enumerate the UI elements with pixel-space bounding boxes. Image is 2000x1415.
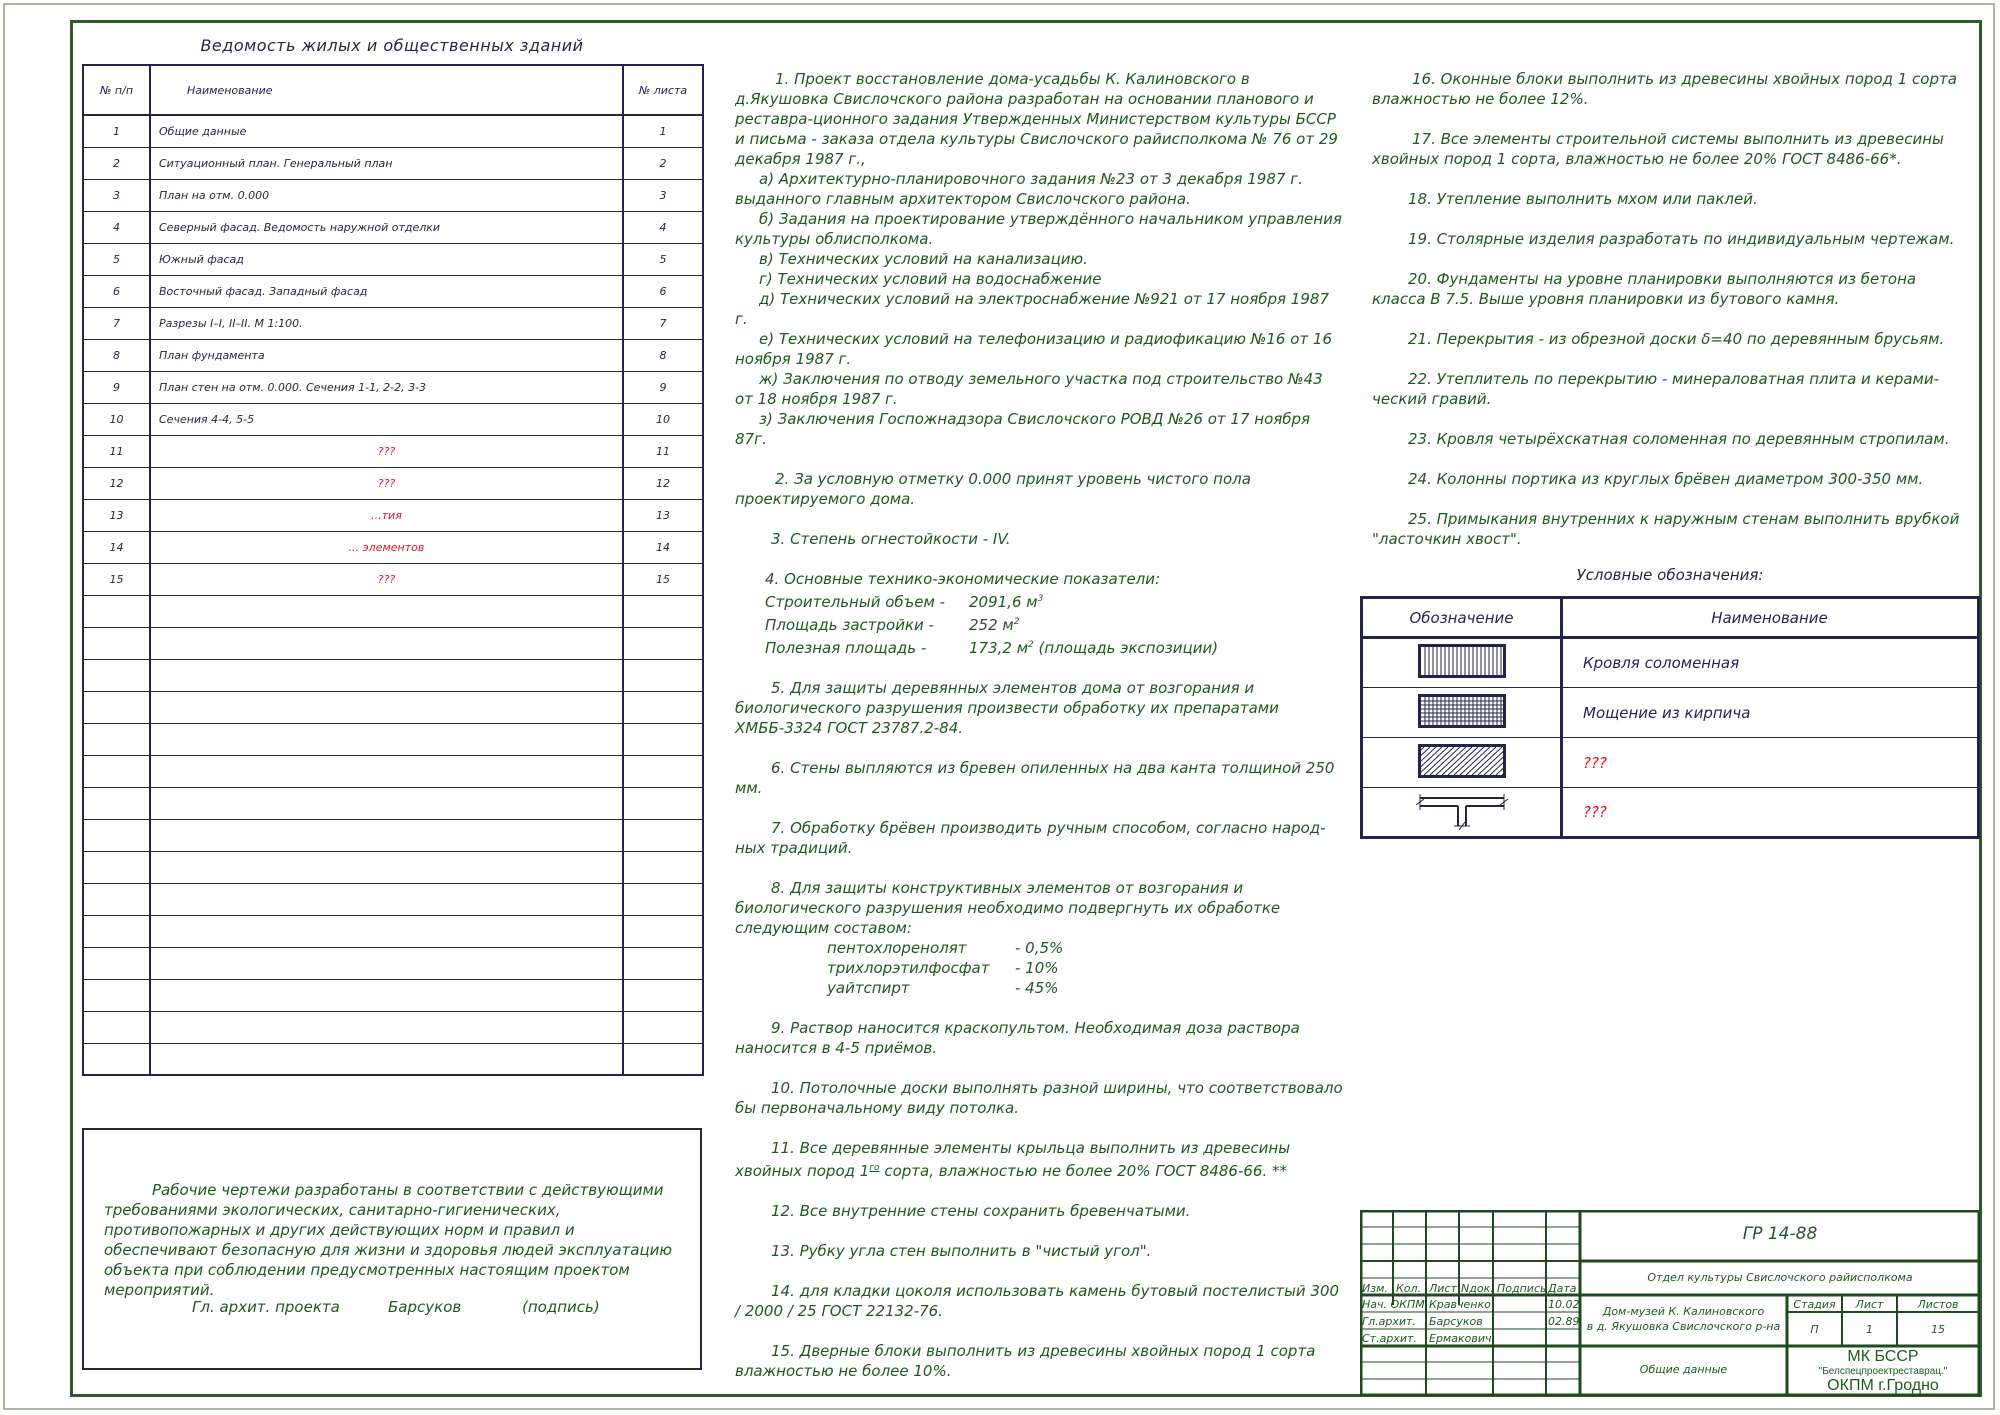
sheet-value: 1: [1866, 1323, 1873, 1336]
sheets-table-title: Ведомость жилых и общественных зданий: [200, 36, 584, 55]
indicator-unit-power: 2: [1013, 617, 1020, 627]
empty-table-row: [83, 659, 703, 691]
row-sheet: 8: [623, 339, 703, 371]
table-row: [83, 499, 703, 531]
row-num: 2: [83, 147, 150, 179]
row-num: 7: [83, 307, 150, 339]
staff-role: Ст.архит.: [1362, 1332, 1417, 1345]
staff-name: Кравченко: [1429, 1298, 1491, 1311]
legend-table: [1360, 596, 1980, 839]
row-sheet: 3: [623, 179, 703, 211]
row-name: Общие данные: [150, 115, 623, 147]
empty-table-row: [83, 979, 703, 1011]
note-2: 2. За условную отметку 0.000 принят уровень чистого пола проектируемого дома.: [735, 470, 1251, 508]
legend-name: Мощение из кирпича: [1562, 688, 1979, 738]
table-row: [83, 211, 703, 243]
component-share: - 45%: [1015, 979, 1059, 997]
indicator-row: [735, 589, 1345, 612]
component-name: трихлорэтилфосфат: [827, 959, 990, 977]
row-num: 10: [83, 403, 150, 435]
table-row: [83, 179, 703, 211]
legend-row: [1362, 738, 1979, 788]
row-name: План стен на отм. 0.000. Сечения 1-1, 2-2, 3-3: [150, 371, 623, 403]
empty-table-row: [83, 915, 703, 947]
header-name: Наименование: [150, 65, 623, 115]
client-name: Отдел культуры Свислочского райисполкома: [1647, 1271, 1913, 1284]
indicator-value: 252 м: [969, 616, 1014, 634]
staff-role: Нач. ОКПМ: [1362, 1298, 1425, 1311]
signer-role: Гл. архит. проекта: [192, 1298, 340, 1316]
legend-header: [1362, 598, 1979, 638]
table-row: [83, 339, 703, 371]
legend-title: Условные обозначения:: [1576, 566, 1764, 584]
legend-name: ???: [1562, 788, 1979, 838]
row-num: 11: [83, 435, 150, 467]
staff-date: 02.89: [1548, 1315, 1580, 1328]
row-name: Разрезы I–I, II–II. М 1:100.: [150, 307, 623, 339]
empty-table-row: [83, 851, 703, 883]
note-17: 17. Все элементы строительной системы выполнить из древесины хвойных пород 1 сорта, влажностью не более 20% ГОСТ 8486-66*.: [1372, 130, 1944, 168]
indicator-value: 173,2 м: [969, 639, 1029, 657]
empty-table-row: [83, 595, 703, 627]
staff-name: Ермакович: [1429, 1332, 1492, 1345]
sheets-value: 15: [1931, 1323, 1945, 1336]
note-8-text: 8. Для защиты конструктивных элементов от возгорания и биологического разрушения необходимо подвергнуть их обработке следующим составом:: [735, 879, 1281, 937]
row-sheet: 5: [623, 243, 703, 275]
note-9: 9. Раствор наносится краскопультом. Необходимая доза раствора наносится в 4-5 приёмов.: [735, 1019, 1300, 1057]
note-1-item: д) Технических условий на электроснабжение №921 от 17 ноября 1987 г.: [735, 290, 1329, 328]
row-num: 12: [83, 467, 150, 499]
row-name: ???: [150, 563, 623, 595]
signer-name: Барсуков: [388, 1298, 462, 1316]
staff-name: Барсуков: [1429, 1315, 1483, 1328]
note-1-item: б) Задания на проектирование утверждённого начальником управления культуры облисполкома.: [735, 210, 1342, 248]
note-3: 3. Степень огнестойкости - IV.: [771, 530, 1011, 548]
note-6: 6. Стены выпляются из бревен опиленных на два канта толщиной 250 мм.: [735, 759, 1335, 797]
row-num: 15: [83, 563, 150, 595]
stage-value: П: [1810, 1323, 1819, 1336]
component-row: [735, 958, 1345, 978]
table-row: [83, 115, 703, 147]
note-14: 14. для кладки цоколя использовать камень бутовый постелистый 300 / 2000 / 25 ГОСТ 22132-76.: [735, 1282, 1340, 1320]
table-row: [83, 563, 703, 595]
empty-table-row: [83, 1011, 703, 1043]
row-name: Северный фасад. Ведомость наружной отделки: [150, 211, 623, 243]
indicator-row: [735, 612, 1345, 635]
note-1-item: в) Технических условий на канализацию.: [759, 250, 1088, 268]
indicator-label: Площадь застройки -: [765, 616, 934, 634]
empty-table-row: [83, 819, 703, 851]
indicator-label: Полезная площадь -: [765, 639, 927, 657]
sheet-name: Общие данные: [1639, 1363, 1728, 1376]
staff-date: 10.02: [1548, 1298, 1580, 1311]
col-header-izm: Изм.: [1362, 1282, 1388, 1295]
org-line-1: МК БССР: [1847, 1348, 1919, 1365]
empty-table-row: [83, 1043, 703, 1075]
row-name: Сечения 4-4, 5-5: [150, 403, 623, 435]
note-11-sup: го: [869, 1163, 880, 1173]
header-num: № п/п: [83, 65, 150, 115]
sheet-label: Лист: [1855, 1298, 1884, 1311]
indicator-row: [735, 635, 1345, 658]
note-20: 20. Фундаменты на уровне планировки выполняются из бетона класса В 7.5. Выше уровня планировки из бутового камня.: [1372, 270, 1917, 308]
indicator-value: 2091,6 м: [969, 593, 1038, 611]
row-sheet: 11: [623, 435, 703, 467]
col-header-date: Дата: [1548, 1282, 1577, 1295]
table-row: [83, 435, 703, 467]
note-15: 15. Дверные блоки выполнить из древесины хвойных пород 1 сорта влажностью не более 10%.: [735, 1342, 1316, 1380]
table-row: [83, 275, 703, 307]
note-11-text-end: сорта, влажностью не более 20% ГОСТ 8486-66. **: [879, 1162, 1288, 1180]
indicator-label: Строительный объем -: [765, 593, 945, 611]
indicator-unit-power: 2: [1028, 640, 1034, 650]
note-24: 24. Колонны портика из круглых брёвен диаметром 300-350 мм.: [1408, 470, 1924, 488]
note-12: 12. Все внутренние стены сохранить бревенчатыми.: [771, 1202, 1191, 1220]
note-1-item: а) Архитектурно-планировочного задания №23 от 3 декабря 1987 г. выданного главным архитектором Свислочского района.: [735, 170, 1303, 208]
sheets-table-header: [83, 65, 703, 115]
row-name: Восточный фасад. Западный фасад: [150, 275, 623, 307]
row-sheet: 9: [623, 371, 703, 403]
grid-hatch-icon: [1418, 694, 1506, 728]
col-header-signature: Подпись: [1497, 1282, 1547, 1295]
component-share: - 0,5%: [1015, 939, 1064, 957]
note-23: 23. Кровля четырёхскатная соломенная по деревянным стропилам.: [1408, 430, 1950, 448]
component-name: уайтспирт: [827, 979, 910, 997]
note-4: [735, 569, 1345, 658]
row-sheet: 15: [623, 563, 703, 595]
table-row: [83, 531, 703, 563]
object-line-2: в д. Якушовка Свислочского р-на: [1586, 1320, 1781, 1333]
row-sheet: 13: [623, 499, 703, 531]
note-1-item: ж) Заключения по отводу земельного участка под строительство №43 от 18 ноября 1987 г.: [735, 370, 1323, 408]
note-16: 16. Оконные блоки выполнить из древесины хвойных пород 1 сорта влажностью не более 12%.: [1372, 70, 1957, 108]
empty-table-row: [83, 787, 703, 819]
empty-table-row: [83, 755, 703, 787]
compliance-note-text: Рабочие чертежи разработаны в соответствии с действующими требованиями экологических, санитарно-гигиенических, противопожарных и других действующих норм и правил и обеспечивают безопасную для жизни и здоровья людей эксплуатацию объекта при соблюдении предусмотренных настоящим проектом мероприятий.: [104, 1181, 673, 1299]
row-name: ... элементов: [150, 531, 623, 563]
row-name: ???: [150, 435, 623, 467]
row-sheet: 1: [623, 115, 703, 147]
org-line-2: "Белспецпроектреставрац.": [1818, 1366, 1948, 1377]
note-8: [735, 878, 1345, 998]
diagonal-hatch-icon: [1418, 744, 1506, 778]
sheets-table: [82, 64, 704, 1076]
note-1-items: [735, 169, 1345, 449]
empty-table-row: [83, 947, 703, 979]
empty-table-row: [83, 883, 703, 915]
note-10: 10. Потолочные доски выполнять разной ширины, что соответствовало бы первоначальному виду потолка.: [735, 1079, 1343, 1117]
note-25: 25. Примыкания внутренних к наружным стенам выполнить врубкой "ласточкин хвост".: [1372, 510, 1960, 548]
empty-table-row: [83, 723, 703, 755]
stage-label: Стадия: [1793, 1298, 1836, 1311]
table-row: [83, 243, 703, 275]
row-sheet: 14: [623, 531, 703, 563]
col-header-list: Лист: [1429, 1282, 1457, 1295]
header-sheet: № листа: [623, 65, 703, 115]
note-22: 22. Утеплитель по перекрытию - минераловатная плита и керами-ческий гравий.: [1372, 370, 1940, 408]
org-line-3: ОКПМ г.Гродно: [1827, 1377, 1939, 1394]
legend-header-name: Наименование: [1562, 598, 1979, 638]
signature-placeholder: (подпись): [522, 1298, 600, 1316]
row-num: 14: [83, 531, 150, 563]
component-name: пентохлоренолят: [827, 939, 967, 957]
note-5: 5. Для защиты деревянных элементов дома от возгорания и биологического разрушения произвести обработку их препаратами ХМББ-3324 ГОСТ 23787.2-84.: [735, 679, 1279, 737]
row-sheet: 4: [623, 211, 703, 243]
row-name: План на отм. 0.000: [150, 179, 623, 211]
row-num: 4: [83, 211, 150, 243]
note-1-item: з) Заключения Госпожнадзора Свислочского РОВД №26 от 17 ноября 87г.: [735, 410, 1311, 448]
table-row: [83, 147, 703, 179]
row-num: 8: [83, 339, 150, 371]
row-name: Южный фасад: [150, 243, 623, 275]
note-4-title: 4. Основные технико-экономические показатели:: [765, 570, 1161, 588]
note-21: 21. Перекрытия - из обрезной доски δ=40 по деревянным брусьям.: [1408, 330, 1945, 348]
col-header-ndok: Nдок.: [1461, 1282, 1494, 1295]
table-row: [83, 307, 703, 339]
row-sheet: 10: [623, 403, 703, 435]
legend-row: [1362, 638, 1979, 688]
row-num: 6: [83, 275, 150, 307]
table-row: [83, 371, 703, 403]
row-sheet: 6: [623, 275, 703, 307]
col-header-kol: Кол.: [1396, 1282, 1422, 1295]
row-sheet: 2: [623, 147, 703, 179]
note-19: 19. Столярные изделия разработать по индивидуальным чертежам.: [1408, 230, 1955, 248]
sheets-label: Листов: [1917, 1298, 1959, 1311]
legend-header-symbol: Обозначение: [1362, 598, 1562, 638]
note-1-intro: 1. Проект восстановление дома-усадьбы К. Калиновского в д.Якушовка Свислочского района разработан на основании планового и реставра-ционного задания Утвержденных Министерством культуры БССР и письма - заказа отдела культуры Свислочского райисполкома № 76 от 29 декабря 1987 г.,: [735, 70, 1338, 168]
legend-row: [1362, 688, 1979, 738]
row-name: ...тия: [150, 499, 623, 531]
wall-junction-icon: [1412, 790, 1512, 830]
drawing-code: ГР 14-88: [1742, 1224, 1818, 1244]
note-7: 7. Обработку брёвен производить ручным способом, согласно народ-ных традиций.: [735, 819, 1326, 857]
note-1-item: г) Технических условий на водоснабжение: [759, 270, 1102, 288]
row-name: Ситуационный план. Генеральный план: [150, 147, 623, 179]
indicator-unit-power: 3: [1037, 594, 1044, 604]
legend-row: [1362, 788, 1979, 838]
row-name: ???: [150, 467, 623, 499]
indicator-note: (площадь экспозиции): [1033, 639, 1219, 657]
general-notes-column-2: [1372, 69, 1972, 569]
note-13: 13. Рубку угла стен выполнить в "чистый угол".: [771, 1242, 1152, 1260]
row-name: План фундамента: [150, 339, 623, 371]
component-share: - 10%: [1015, 959, 1059, 977]
empty-table-row: [83, 691, 703, 723]
note-1-item: е) Технических условий на телефонизацию и радиофикацию №16 от 16 ноября 1987 г.: [735, 330, 1333, 368]
row-sheet: 7: [623, 307, 703, 339]
legend-name: ???: [1562, 738, 1979, 788]
empty-table-row: [83, 627, 703, 659]
title-block: [1360, 1210, 1980, 1396]
component-row: [735, 938, 1345, 958]
table-row: [83, 467, 703, 499]
row-num: 1: [83, 115, 150, 147]
note-11: [735, 1138, 1345, 1181]
component-row: [735, 978, 1345, 998]
object-line-1: Дом-музей К. Калиновского: [1602, 1305, 1765, 1318]
row-num: 9: [83, 371, 150, 403]
row-num: 3: [83, 179, 150, 211]
row-num: 13: [83, 499, 150, 531]
general-notes-column-1: [735, 69, 1345, 1401]
note-18: 18. Утепление выполнить мхом или паклей.: [1408, 190, 1758, 208]
row-sheet: 12: [623, 467, 703, 499]
vertical-hatch-icon: [1418, 644, 1506, 678]
row-num: 5: [83, 243, 150, 275]
staff-role: Гл.архит.: [1362, 1315, 1416, 1328]
note-11-text: 11. Все деревянные элементы крыльца выполнить из древесины хвойных пород 1: [735, 1139, 1291, 1180]
table-row: [83, 403, 703, 435]
legend-name: Кровля соломенная: [1562, 638, 1979, 688]
